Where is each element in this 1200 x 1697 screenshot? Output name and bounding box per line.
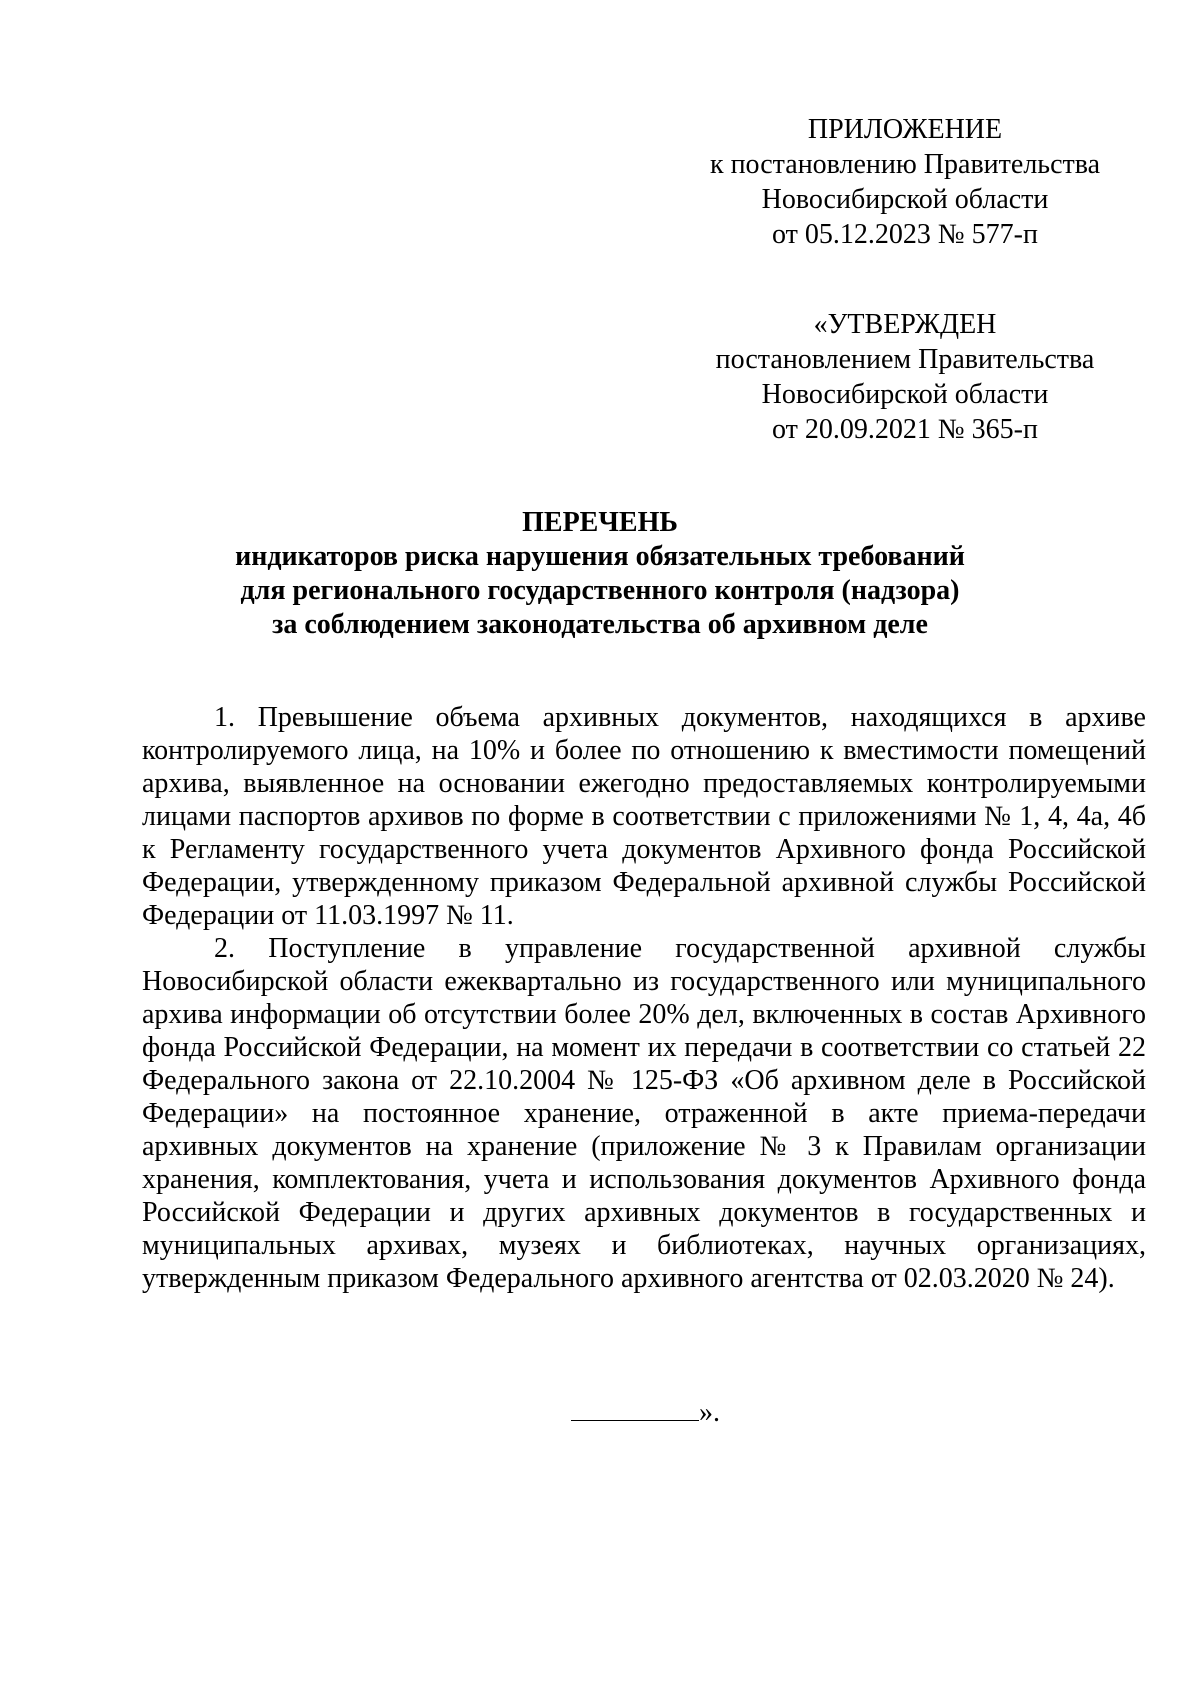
closing-mark bbox=[571, 1394, 720, 1430]
document-heading bbox=[140, 506, 1060, 642]
approval-block bbox=[690, 307, 1120, 447]
heading-line-3: за соблюдением законодательства об архивном деле bbox=[272, 609, 928, 640]
annex-block bbox=[690, 112, 1120, 252]
annex-line-2: Новосибирской области bbox=[761, 184, 1049, 215]
heading-line-1: индикаторов риска нарушения обязательных требований bbox=[235, 541, 965, 572]
document-body bbox=[142, 701, 1146, 1295]
annex-title: ПРИЛОЖЕНИЕ bbox=[807, 114, 1003, 145]
approval-line-1: постановлением Правительства bbox=[715, 344, 1095, 375]
heading-line-2: для регионального государственного контроля (надзора) bbox=[240, 575, 960, 606]
approval-title: «УТВЕРЖДЕН bbox=[813, 309, 997, 340]
closing-underline bbox=[571, 1394, 699, 1421]
heading-title: ПЕРЕЧЕНЬ bbox=[522, 507, 678, 538]
annex-line-1: к постановлению Правительства bbox=[709, 149, 1101, 180]
paragraph-1: 1. Превышение объема архивных документов, находящихся в архиве контролируемого лица, на 10% и более по отношению к вместимости помещений архива, выявленное на основании ежегодно предоставляемых контролируемыми лицами паспортов архивов по форме в соответствии с приложениями № 1, 4, 4а, 4б к Регламенту государственного учета документов Архивного фонда Российской Федерации, утвержденному приказом Федеральной архивной службы Российской Федерации от 11.03.1997 № 11. bbox=[142, 702, 1146, 931]
approval-line-3: от 20.09.2021 № 365-п bbox=[772, 414, 1038, 445]
annex-line-3: от 05.12.2023 № 577-п bbox=[772, 219, 1038, 250]
closing-quote: ». bbox=[699, 1397, 720, 1428]
paragraph-2: 2. Поступление в управление государственной архивной службы Новосибирской области ежеквартально из государственного или муниципального архива информации об отсутствии более 20% дел, включенных в состав Архивного фонда Российской Федерации, на момент их передачи в соответствии со статьей 22 Федерального закона от 22.10.2004 № 125-ФЗ «Об архивном деле в Российской Федерации» на постоянное хранение, отраженной в акте приема-передачи архивных документов на хранение (приложение № 3 к Правилам организации хранения, комплектования, учета и использования документов Архивного фонда Российской Федерации и других архивных документов в государственных и муниципальных архивах, музеях и библиотеках, научных организациях, утвержденным приказом Федерального архивного агентства от 02.03.2020 № 24). bbox=[142, 933, 1146, 1294]
approval-line-2: Новосибирской области bbox=[761, 379, 1049, 410]
